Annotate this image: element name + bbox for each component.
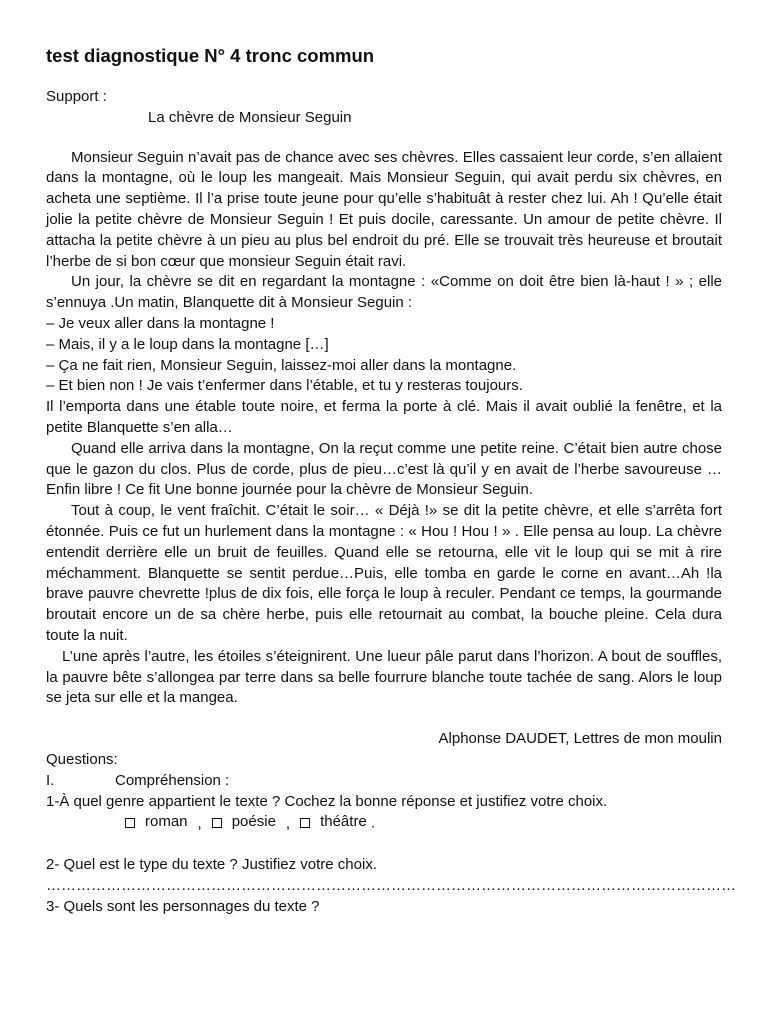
section-heading	[46, 771, 722, 792]
option-poesie[interactable]	[212, 812, 276, 833]
dialogue-line: – Et bien non ! Je vais t’enfermer dans l’étable, et tu y resteras toujours.	[46, 377, 523, 395]
support-label: Support :	[46, 88, 107, 105]
option-label: roman	[145, 813, 188, 831]
option-separator: ,	[285, 814, 291, 832]
dialogue-line: – Ça ne fait rien, Monsieur Seguin, laissez-moi aller dans la montagne.	[46, 356, 517, 374]
option-theatre[interactable]	[300, 812, 367, 833]
questions-section	[46, 750, 736, 918]
section-number: I.	[46, 771, 55, 789]
paragraph: Quand elle arriva dans la montagne, On la reçut comme une petite reine. C’était bien autre chose que le gazon du clos. Plus de corde, plus de pieu…c’est là qu’il y en avait de l’herbe savoureuse …Enfin libre ! Ce fit Une bonne journée pour la chèvre de Monsieur Seguin.	[46, 439, 722, 499]
genre-options	[125, 812, 722, 834]
option-label: poésie	[231, 813, 276, 831]
paragraph: Monsieur Seguin n’avait pas de chance avec ses chèvres. Elles cassaient leur corde, s’en allaient dans la montagne, où le loup les mangeait. Mais Monsieur Seguin, qui avait perdu six chèvres, en acheta une septième. Il l’a prise toute jeune pour qu’elle s’habituât à rester chez lui. Ah ! Qu’elle était jolie la petite chèvre de Monsieur Seguin ! Et puis docile, caressante. Un amour de petite chèvre. Il attacha la petite chèvre à un pieu au plus bel endroit du pré. Elle se trouvait très heureuse et broutait l’herbe de si bon cœur que monsieur Seguin était ravi.	[46, 148, 722, 270]
question-3: 3- Quels sont les personnages du texte ?	[46, 898, 320, 916]
text-title: La chèvre de Monsieur Seguin	[148, 108, 352, 126]
answer-line[interactable]: …………………………………………………………………………………………………………………………	[46, 877, 736, 895]
questions-heading: Questions:	[46, 750, 118, 768]
dialogue-line: – Mais, il y a le loup dans la montagne […]	[46, 335, 329, 353]
dialogue-line: – Je veux aller dans la montagne !	[46, 314, 275, 332]
option-separator: ,	[197, 814, 202, 832]
author-attribution: Alphonse DAUDET, Lettres de mon moulin	[438, 730, 722, 748]
question-2: 2- Quel est le type du texte ? Justifiez votre choix.	[46, 856, 377, 874]
checkbox-icon[interactable]	[300, 818, 310, 828]
paragraph: L’une après l’autre, les étoiles s’éteignirent. Une lueur pâle parut dans l’horizon. A bout de souffles, la pauvre bête s’allongea par terre dans sa belle fourrure blanche toute tachée de sang. Alors le loup se jeta sur elle et la mangea.	[46, 647, 722, 707]
option-roman[interactable]	[125, 812, 188, 833]
paragraph: Tout à coup, le vent fraîchit. C’était le soir… « Déjà !» se dit la petite chèvre, et elle s’arrêta fort étonnée. Puis ce fut un hurlement dans la montagne : « Hou ! Hou ! » . Elle pensa au loup. La chèvre entendit derrière elle un bruit de feuilles. Quand elle se retourna, elle vit le loup qui se mit à rire méchamment. Blanquette se sentit perdue…Puis, elle tomba en garde le corne en avant…Ah !la brave pauvre chevrette !plus de dix fois, elle força le loup à reculer. Pendant ce temps, la gourmande broutait encore un de sa chère herbe, puis elle retournait au combat, la bouche pleine. Cela dura toute la nuit.	[46, 502, 722, 644]
checkbox-icon[interactable]	[125, 818, 135, 828]
page-title: test diagnostique N° 4 tronc commun	[46, 45, 375, 66]
question-1: 1-À quel genre appartient le texte ? Cochez la bonne réponse et justifiez votre choix.	[46, 792, 608, 810]
story-text	[46, 148, 722, 710]
option-end: .	[370, 814, 376, 832]
checkbox-icon[interactable]	[212, 818, 222, 828]
option-label: théâtre	[320, 813, 367, 831]
paragraph: Il l’emporta dans une étable toute noire, et ferma la porte à clé. Mais il avait oublié la fenêtre, et la petite Blanquette s’en alla…	[46, 398, 722, 436]
paragraph: Un jour, la chèvre se dit en regardant la montagne : «Comme on doit être bien là-haut ! » ; elle s’ennuya .Un matin, Blanquette dit à Monsieur Seguin :	[46, 273, 722, 312]
section-title: Compréhension :	[115, 771, 230, 789]
